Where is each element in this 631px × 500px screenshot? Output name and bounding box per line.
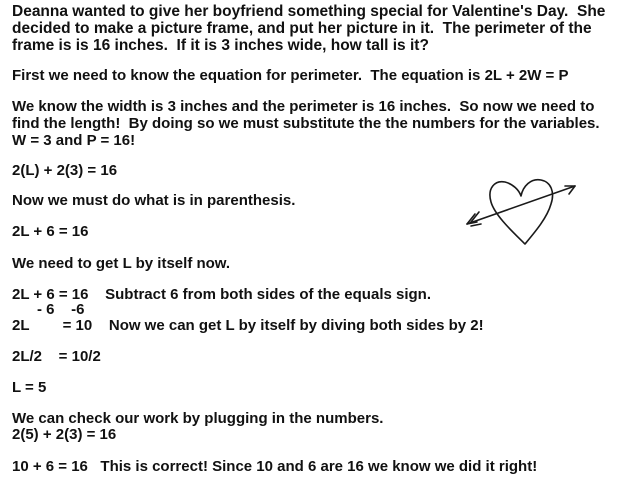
problem-line-1: Deanna wanted to give her boyfriend something special for Valentine's Day. She	[12, 3, 606, 20]
substituted-equation: 2(L) + 2(3) = 16	[12, 162, 118, 179]
subtract-row: - 6 -6	[12, 301, 85, 318]
isolate-note: We need to get L by itself now.	[12, 255, 231, 272]
known-values-line-3: W = 3 and P = 16!	[12, 132, 136, 149]
parenthesis-note: Now we must do what is in parenthesis.	[12, 192, 296, 209]
solution-equation: L = 5	[12, 379, 47, 396]
problem-line-3: frame is is 16 inches. If it is 3 inches wide, how tall is it?	[12, 37, 429, 54]
heart-with-arrow-icon	[465, 172, 585, 252]
check-equation: 2(5) + 2(3) = 16	[12, 426, 117, 443]
subtract-equation: 2L + 6 = 16 Subtract 6 from both sides of the equals sign.	[12, 286, 431, 303]
known-values-line-2: find the length! By doing so we must substitute the the numbers for the variables.	[12, 115, 600, 132]
perimeter-equation-intro: First we need to know the equation for perimeter. The equation is 2L + 2W = P	[12, 67, 569, 84]
parenthesis-equation: 2L + 6 = 16	[12, 223, 89, 240]
known-values-line-1: We know the width is 3 inches and the perimeter is 16 inches. So now we need to	[12, 98, 595, 115]
divide-note-equation: 2L = 10 Now we can get L by itself by diving both sides by 2!	[12, 317, 484, 334]
conclusion-line: 10 + 6 = 16 This is correct! Since 10 and 6 are 16 we know we did it right!	[12, 458, 538, 475]
problem-line-2: decided to make a picture frame, and put her picture in it. The perimeter of the	[12, 20, 592, 37]
division-equation: 2L/2 = 10/2	[12, 348, 101, 365]
check-note: We can check our work by plugging in the numbers.	[12, 410, 384, 427]
